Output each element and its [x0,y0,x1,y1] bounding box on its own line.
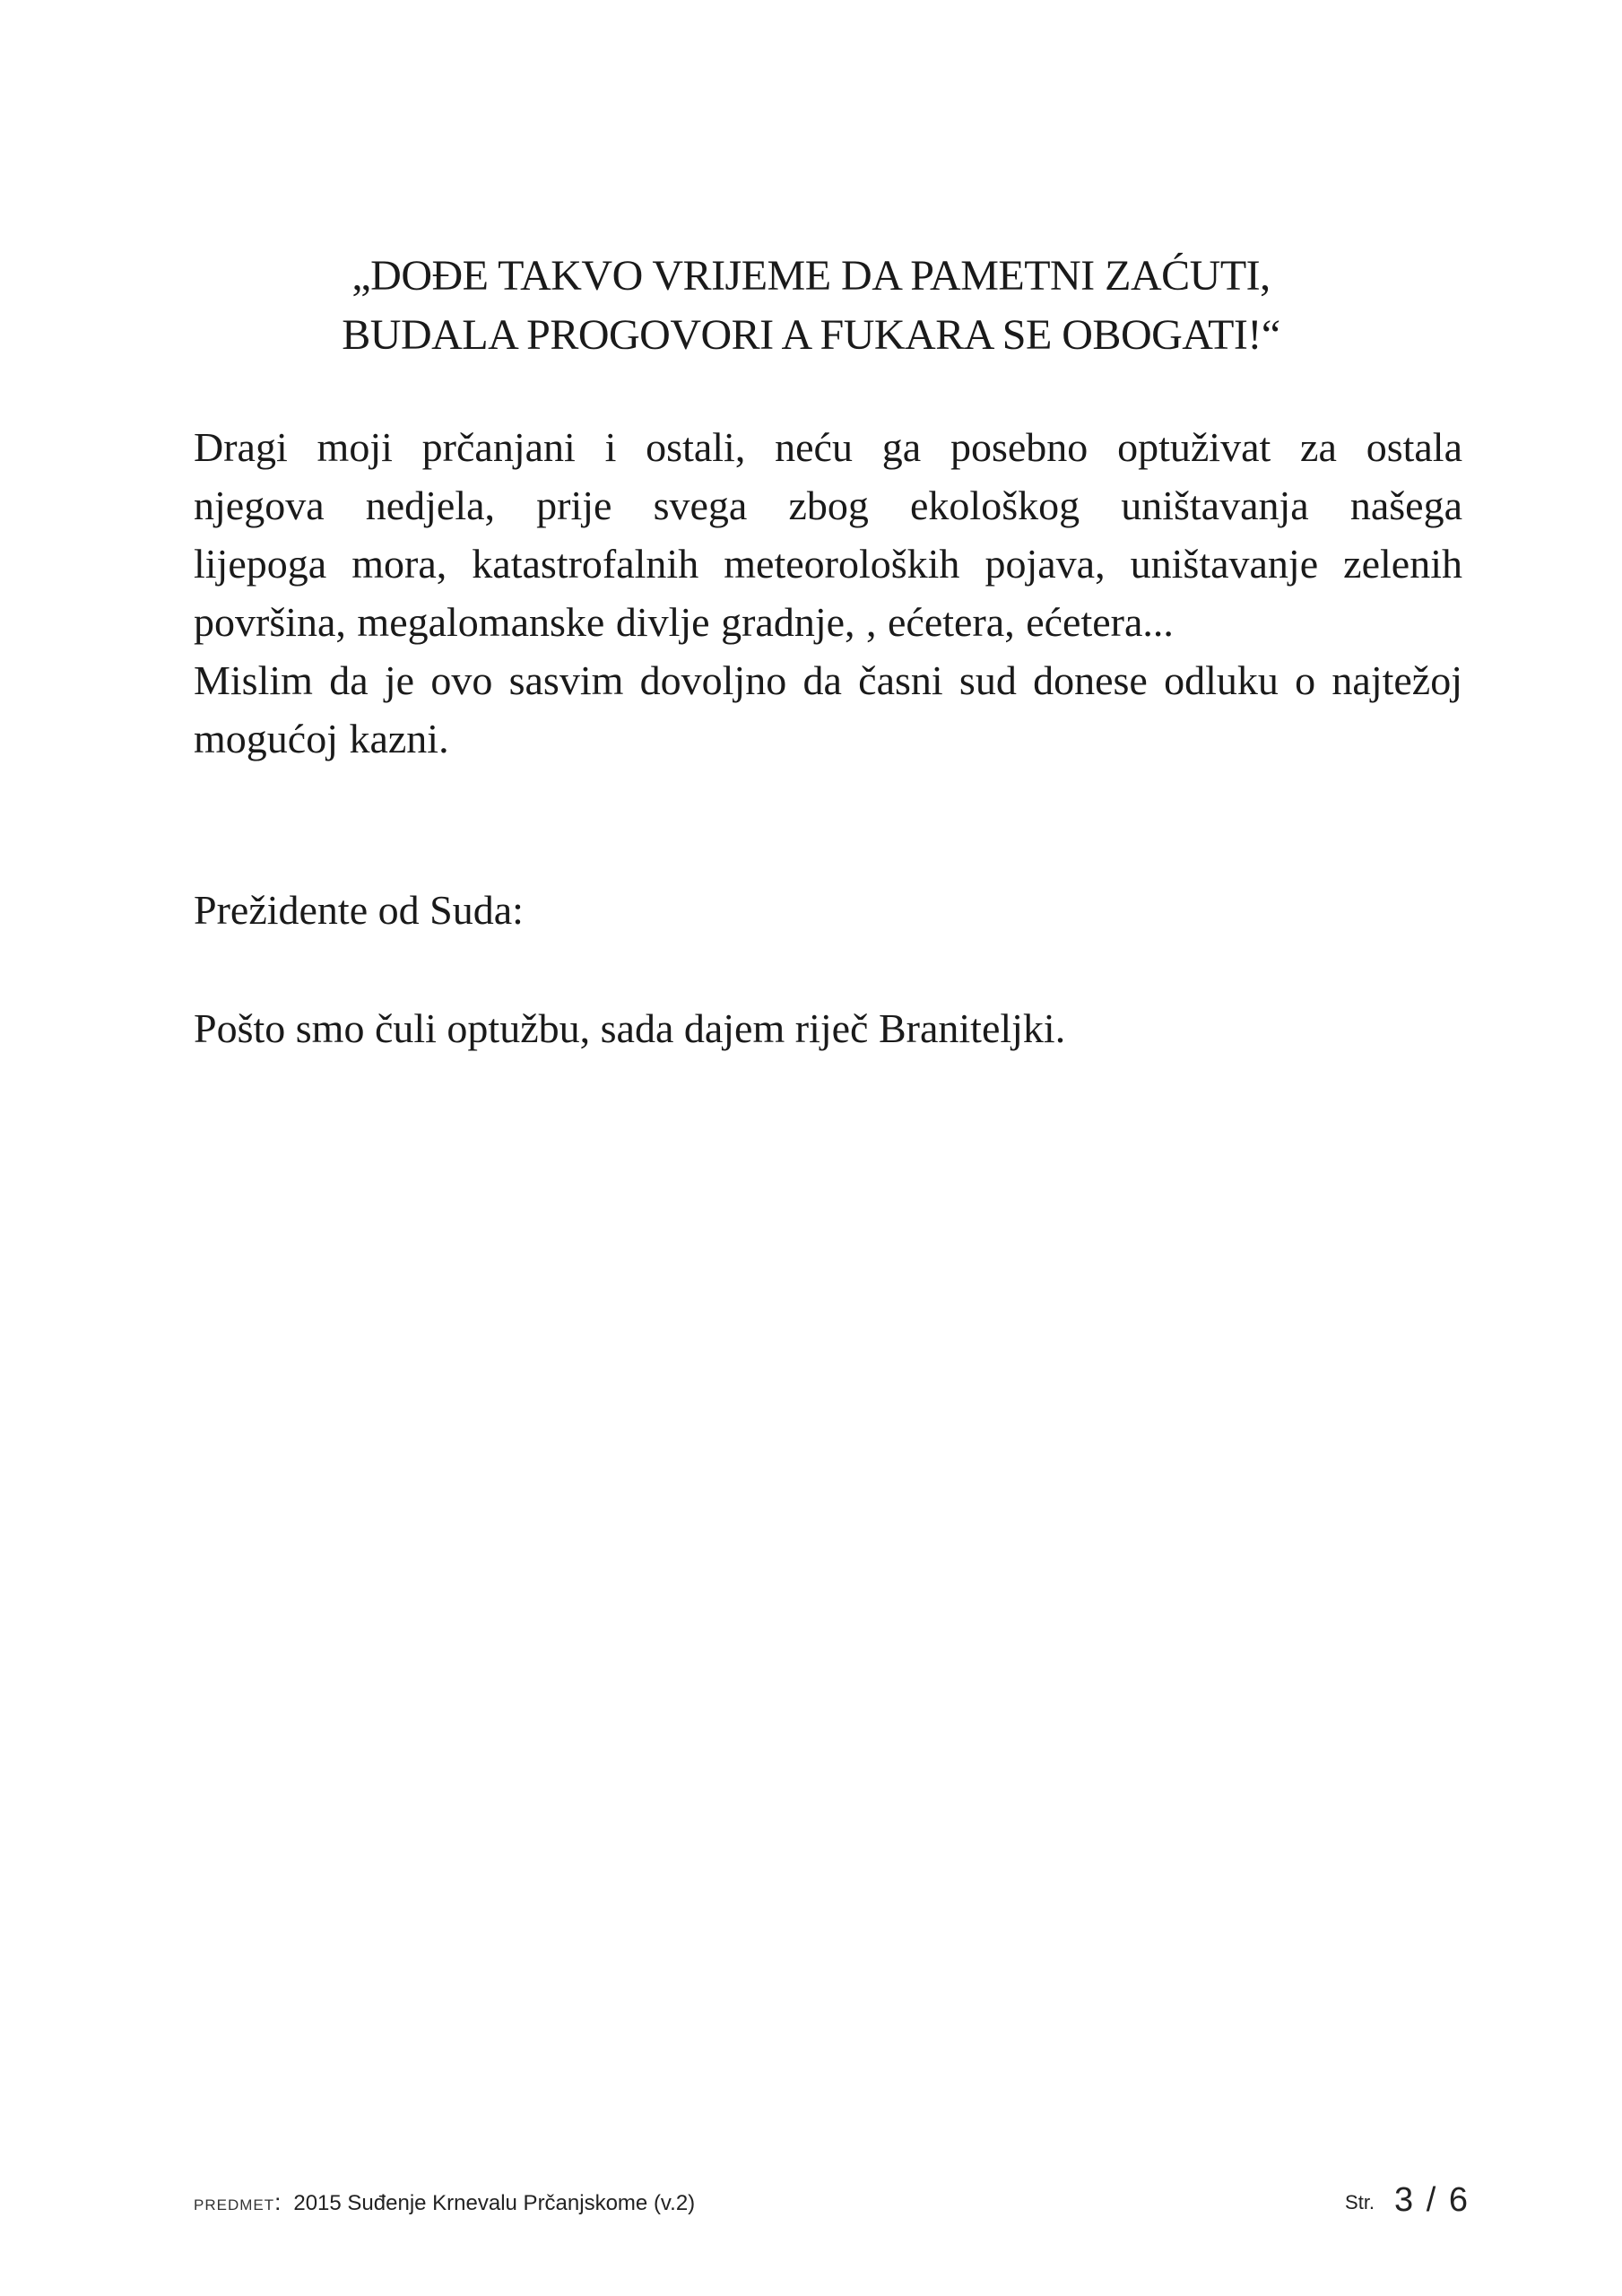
paragraph-line: njegova nedjela, prije svega zbog ekološkog uništavanja našega [194,483,1462,528]
speaker-text: Pošto smo čuli optužbu, sada dajem riječ Braniteljki. [194,1005,1066,1051]
title-quote [0,247,1622,365]
body-text [194,418,1462,768]
page-footer [194,2175,1470,2220]
footer-subject-text: 2015 Suđenje Krnevalu Prčanjskome (v.2) [293,2191,696,2215]
paragraph-line: lijepoga mora, katastrofalnih meteoroloških pojava, uništavanje zelenih [194,541,1462,587]
footer-subject-prefix: PREDMET [194,2196,275,2213]
quote-line-2: BUDALA PROGOVORI A FUKARA SE OBOGATI!“ [342,311,1280,359]
paragraph-line: mogućoj kazni. [194,716,449,761]
footer-page-number: 3 / 6 [1394,2181,1470,2219]
footer-page-info [1345,2181,1470,2220]
quote-line-1: „DOĐE TAKVO VRIJEME DA PAMETNI ZAĆUTI, [351,252,1271,300]
footer-page-label: Str. [1345,2191,1375,2213]
footer-subject [194,2188,695,2216]
speaker-label: Prežidente od Suda: [194,887,524,933]
paragraph-line: Mislim da je ovo sasvim dovoljno da časni sud donese odluku o najtežoj [194,657,1462,703]
paragraph-line: površina, megalomanske divlje gradnje, , ećetera, ećetera... [194,599,1174,645]
paragraph-accusation [194,418,1462,768]
paragraph-line: Dragi moji prčanjani i ostali, neću ga posebno optuživat za ostala [194,424,1462,470]
footer-subject-colon: : [274,2188,282,2215]
